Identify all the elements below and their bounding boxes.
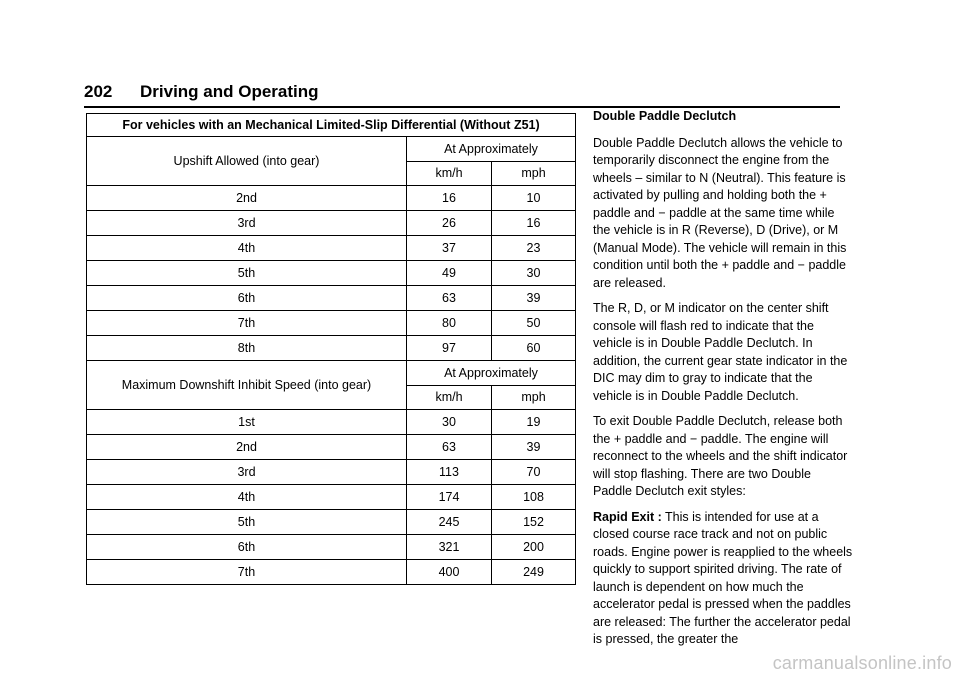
table-row [87,460,576,485]
downshift-label: Maximum Downshift Inhibit Speed (into gear) [87,361,407,410]
gear-cell: 7th [87,311,407,336]
table-row [87,410,576,435]
section-heading: Double Paddle Declutch [593,109,737,123]
gear-cell: 8th [87,336,407,361]
mph-cell: 10 [492,186,576,211]
gear-cell: 5th [87,261,407,286]
table-row [87,236,576,261]
kmh-cell: 174 [407,485,492,510]
mph-cell: 39 [492,286,576,311]
paragraph-2: The R, D, or M indicator on the center shift console will flash red to indicate that the vehicle is in Double Paddle Declutch. In addition, the current gear state indicator in the DIC may dim to gray to indicate that the vehicle is in Double Paddle Declutch. [593,301,848,403]
kmh-cell: 400 [407,560,492,585]
mph-cell: 30 [492,261,576,286]
mph-cell: 19 [492,410,576,435]
table-row [87,535,576,560]
table-row [87,485,576,510]
rapid-exit-text: This is intended for use at a closed course race track and not on public roads. Engine power is reapplied to the wheels quickly to support spirited driving. The rate of launch is dependent on how much the accelerator pedal is pressed when the paddles are released: The further the accelerator pedal is pressed, the greater the [593,509,853,646]
page-header [84,82,840,108]
page-number: 202 [84,82,113,101]
mph-cell: 50 [492,311,576,336]
kmh-cell: 26 [407,211,492,236]
downshift-header-row [87,361,576,386]
shift-speed-table [86,113,576,585]
kmh-cell: 63 [407,286,492,311]
upshift-kmh-header: km/h [407,161,492,186]
kmh-cell: 49 [407,261,492,286]
kmh-cell: 63 [407,435,492,460]
kmh-cell: 80 [407,311,492,336]
mph-cell: 60 [492,336,576,361]
table-row [87,510,576,535]
gear-cell: 1st [87,410,407,435]
gear-cell: 2nd [87,435,407,460]
table-row [87,560,576,585]
mph-cell: 152 [492,510,576,535]
table-caption-row [87,114,576,137]
downshift-group-header: At Approximately [407,361,576,386]
upshift-group-header: At Approximately [407,137,576,162]
paragraph-3: To exit Double Paddle Declutch, release both the + paddle and − paddle. The engine will reconnect to the wheels and the shift indicator will stop flashing. There are two Double Paddle Declutch exit styles: [593,414,848,498]
table-row [87,286,576,311]
mph-cell: 70 [492,460,576,485]
gear-cell: 4th [87,485,407,510]
gear-cell: 5th [87,510,407,535]
kmh-cell: 113 [407,460,492,485]
mph-cell: 108 [492,485,576,510]
table-row [87,435,576,460]
mph-cell: 39 [492,435,576,460]
table-row [87,336,576,361]
table-row [87,211,576,236]
section-title: Driving and Operating [140,82,319,101]
table-row [87,186,576,211]
mph-cell: 16 [492,211,576,236]
mph-cell: 23 [492,236,576,261]
mph-cell: 249 [492,560,576,585]
kmh-cell: 16 [407,186,492,211]
downshift-kmh-header: km/h [407,385,492,410]
table-row [87,261,576,286]
paragraph-1: Double Paddle Declutch allows the vehicle to temporarily disconnect the engine from the wheels – similar to N (Neutral). This feature is activated by pulling and holding both the + paddle and − paddle at the same time while the vehicle is in R (Reverse), D (Drive), or M (Manual Mode). The vehicle will remain in this condition until both the + paddle and − paddle are released. [593,135,847,290]
upshift-label: Upshift Allowed (into gear) [87,137,407,186]
watermark: carmanualsonline.info [772,653,952,673]
gear-cell: 6th [87,286,407,311]
right-column [593,108,853,657]
gear-cell: 6th [87,535,407,560]
kmh-cell: 30 [407,410,492,435]
rapid-exit-term: Rapid Exit : [593,509,662,524]
table-row [87,311,576,336]
kmh-cell: 97 [407,336,492,361]
kmh-cell: 245 [407,510,492,535]
gear-cell: 4th [87,236,407,261]
gear-cell: 7th [87,560,407,585]
mph-cell: 200 [492,535,576,560]
kmh-cell: 321 [407,535,492,560]
downshift-mph-header: mph [492,385,576,410]
gear-cell: 2nd [87,186,407,211]
upshift-mph-header: mph [492,161,576,186]
paragraph-4 [593,509,853,649]
gear-cell: 3rd [87,211,407,236]
table-caption: For vehicles with an Mechanical Limited-Slip Differential (Without Z51) [87,114,576,137]
upshift-header-row [87,137,576,162]
kmh-cell: 37 [407,236,492,261]
gear-cell: 3rd [87,460,407,485]
